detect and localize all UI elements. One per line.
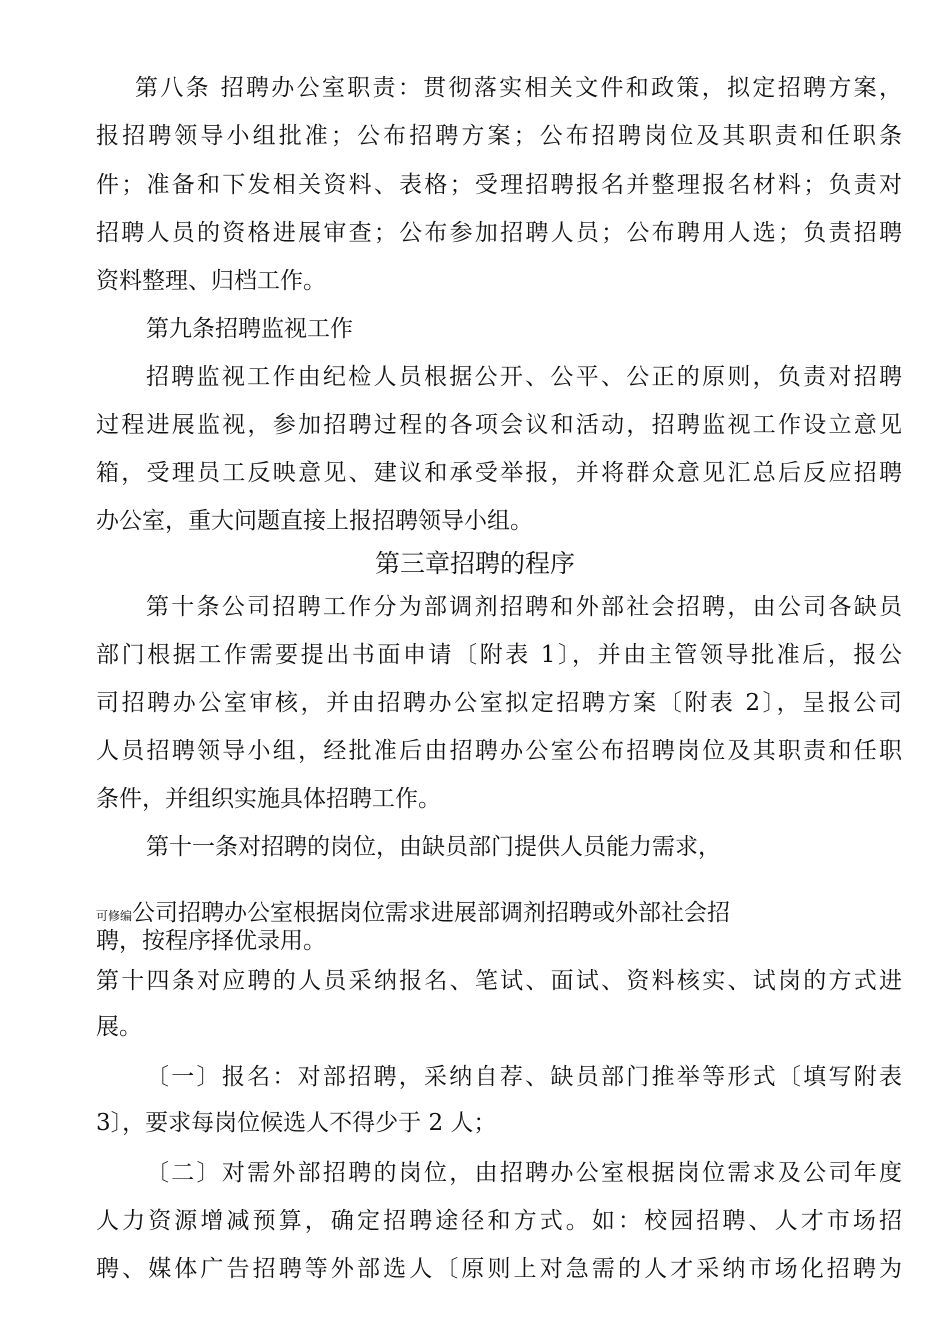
item1-line-2: 3〕，要求每岗位候选人不得少于 2 人；: [96, 1110, 497, 1136]
article9-line-3: 箱，受理员工反映意见、建议和承受举报，并将群众意见汇总后反应招聘: [96, 460, 902, 486]
article10-line-3: 司招聘办公室审核，并由招聘办公室拟定招聘方案〔附表 2〕，呈报公司: [96, 690, 902, 716]
article14-line-1: 第十四条对应聘的人员采纳报名、笔试、面试、资料核实、试岗的方式进: [96, 968, 902, 994]
article9-line-1: 招聘监视工作由纪检人员根据公开、公平、公正的原则，负责对招聘: [146, 364, 902, 390]
item2-line-3: 聘、媒体广告招聘等外部选人〔原则上对急需的人才采纳市场化招聘为: [96, 1256, 902, 1282]
article10-line-1: 第十条公司招聘工作分为部调剂招聘和外部社会招聘，由公司各缺员: [146, 594, 902, 620]
item2-line-2: 人力资源增减预算，确定招聘途径和方式。如：校园招聘、人才市场招: [96, 1208, 902, 1234]
article14-line-2: 展。: [96, 1014, 142, 1040]
article11-line-3: 聘，按程序择优录用。: [96, 928, 326, 954]
article11-line-1: 第十一条对招聘的岗位，由缺员部门提供人员能力需求，: [146, 834, 721, 860]
article8-line-5: 资料整理、归档工作。: [96, 268, 326, 294]
article10-line-4: 人员招聘领导小组，经批准后由招聘办公室公布招聘岗位及其职责和任职: [96, 738, 902, 764]
article9-line-2: 过程进展监视，参加招聘过程的各项会议和活动，招聘监视工作设立意见: [96, 412, 902, 438]
article8-line-2: 报招聘领导小组批准；公布招聘方案；公布招聘岗位及其职责和任职条: [96, 123, 902, 149]
article8-line-3: 件；准备和下发相关资料、表格；受理招聘报名并整理报名材料；负责对: [96, 172, 902, 198]
article10-line-2: 部门根据工作需要提出书面申请〔附表 1〕，并由主管领导批准后，报公: [96, 642, 902, 668]
item1-line-1: 〔一〕报名：对部招聘，采纳自荐、缺员部门推举等形式〔填写附表: [146, 1064, 902, 1090]
article8-line-1: 第八条 招聘办公室职责：贯彻落实相关文件和政策，拟定招聘方案，: [135, 75, 902, 101]
article9-title: 第九条招聘监视工作: [146, 316, 353, 342]
article10-line-5: 条件，并组织实施具体招聘工作。: [96, 786, 441, 812]
article9-line-4: 办公室，重大问题直接上报招聘领导小组。: [96, 508, 533, 534]
article11-line-2-text: 公司招聘办公室根据岗位需求进展部调剂招聘或外部社会招: [132, 900, 731, 926]
editable-tag: 可修编: [96, 909, 133, 923]
chapter3-heading: 第三章招聘的程序: [374, 549, 575, 578]
article8-line-4: 招聘人员的资格进展审查；公布参加招聘人员；公布聘用人选；负责招聘: [96, 220, 902, 246]
item2-line-1: 〔二〕对需外部招聘的岗位，由招聘办公室根据岗位需求及公司年度: [146, 1160, 902, 1186]
